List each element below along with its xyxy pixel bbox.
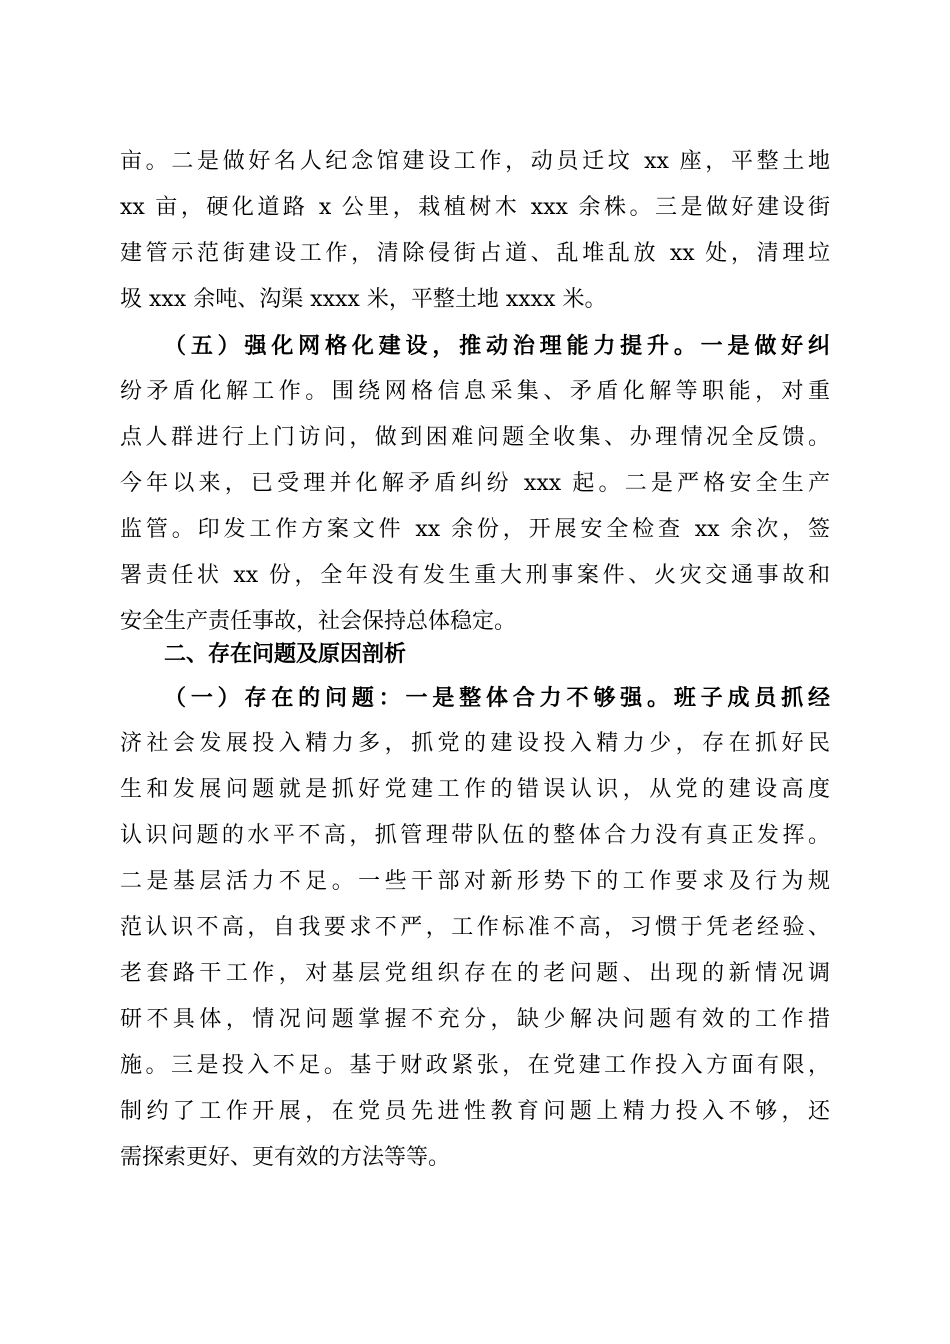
subsection-heading-1: （一）存在的问题：一是整体合力不够强。班子成员抓经 — [164, 685, 830, 711]
paragraph-line: 范认识不高，自我要求不严，工作标准不高，习惯于凭老经验、 — [120, 915, 830, 940]
section-title-2: 二、存在问题及原因剖析 — [164, 642, 407, 667]
paragraph-line: 点人群进行上门访问，做到困难问题全收集、办理情况全反馈。 — [120, 425, 830, 450]
section-heading-5: （五）强化网格化建设，推动治理能力提升。一是做好纠 — [164, 333, 830, 359]
paragraph-line: 施。三是投入不足。基于财政紧张，在党建工作投入方面有限， — [120, 1053, 830, 1078]
paragraph-line: 老套路干工作，对基层党组织存在的老问题、出现的新情况调 — [120, 961, 830, 986]
paragraph-line: 制约了工作开展，在党员先进性教育问题上精力投入不够，还 — [120, 1099, 830, 1124]
paragraph-line: 安全生产责任事故，社会保持总体稳定。 — [120, 609, 517, 634]
paragraph-line: 纷矛盾化解工作。围绕网格信息采集、矛盾化解等职能，对重 — [120, 379, 830, 404]
paragraph-line: 二是基层活力不足。一些干部对新形势下的工作要求及行为规 — [120, 869, 830, 894]
paragraph-line: 生和发展问题就是抓好党建工作的错误认识，从党的建设高度 — [120, 777, 830, 802]
paragraph-line: 圾 xxx 余吨、沟渠 xxxx 米，平整土地 xxxx 米。 — [120, 287, 607, 312]
paragraph-line: 今年以来，已受理并化解矛盾纠纷 xxx 起。二是严格安全生产 — [120, 471, 830, 496]
paragraph-line: 需探索更好、更有效的方法等等。 — [120, 1145, 451, 1170]
paragraph-line: 监管。印发工作方案文件 xx 余份，开展安全检查 xx 余次，签 — [120, 517, 830, 542]
paragraph-line: 署责任状 xx 份，全年没有发生重大刑事案件、火灾交通事故和 — [120, 563, 830, 588]
paragraph-line: 济社会发展投入精力多，抓党的建设投入精力少，存在抓好民 — [120, 731, 830, 756]
paragraph-line: 研不具体，情况问题掌握不充分，缺少解决问题有效的工作措 — [120, 1007, 830, 1032]
paragraph-line: 亩。二是做好名人纪念馆建设工作，动员迁坟 xx 座，平整土地 — [120, 149, 830, 174]
paragraph-line: xx 亩，硬化道路 x 公里，栽植树木 xxx 余株。三是做好建设街 — [120, 195, 830, 220]
paragraph-line: 认识问题的水平不高，抓管理带队伍的整体合力没有真正发挥。 — [120, 823, 830, 848]
paragraph-line: 建管示范街建设工作，清除侵街占道、乱堆乱放 xx 处，清理垃 — [120, 241, 830, 266]
